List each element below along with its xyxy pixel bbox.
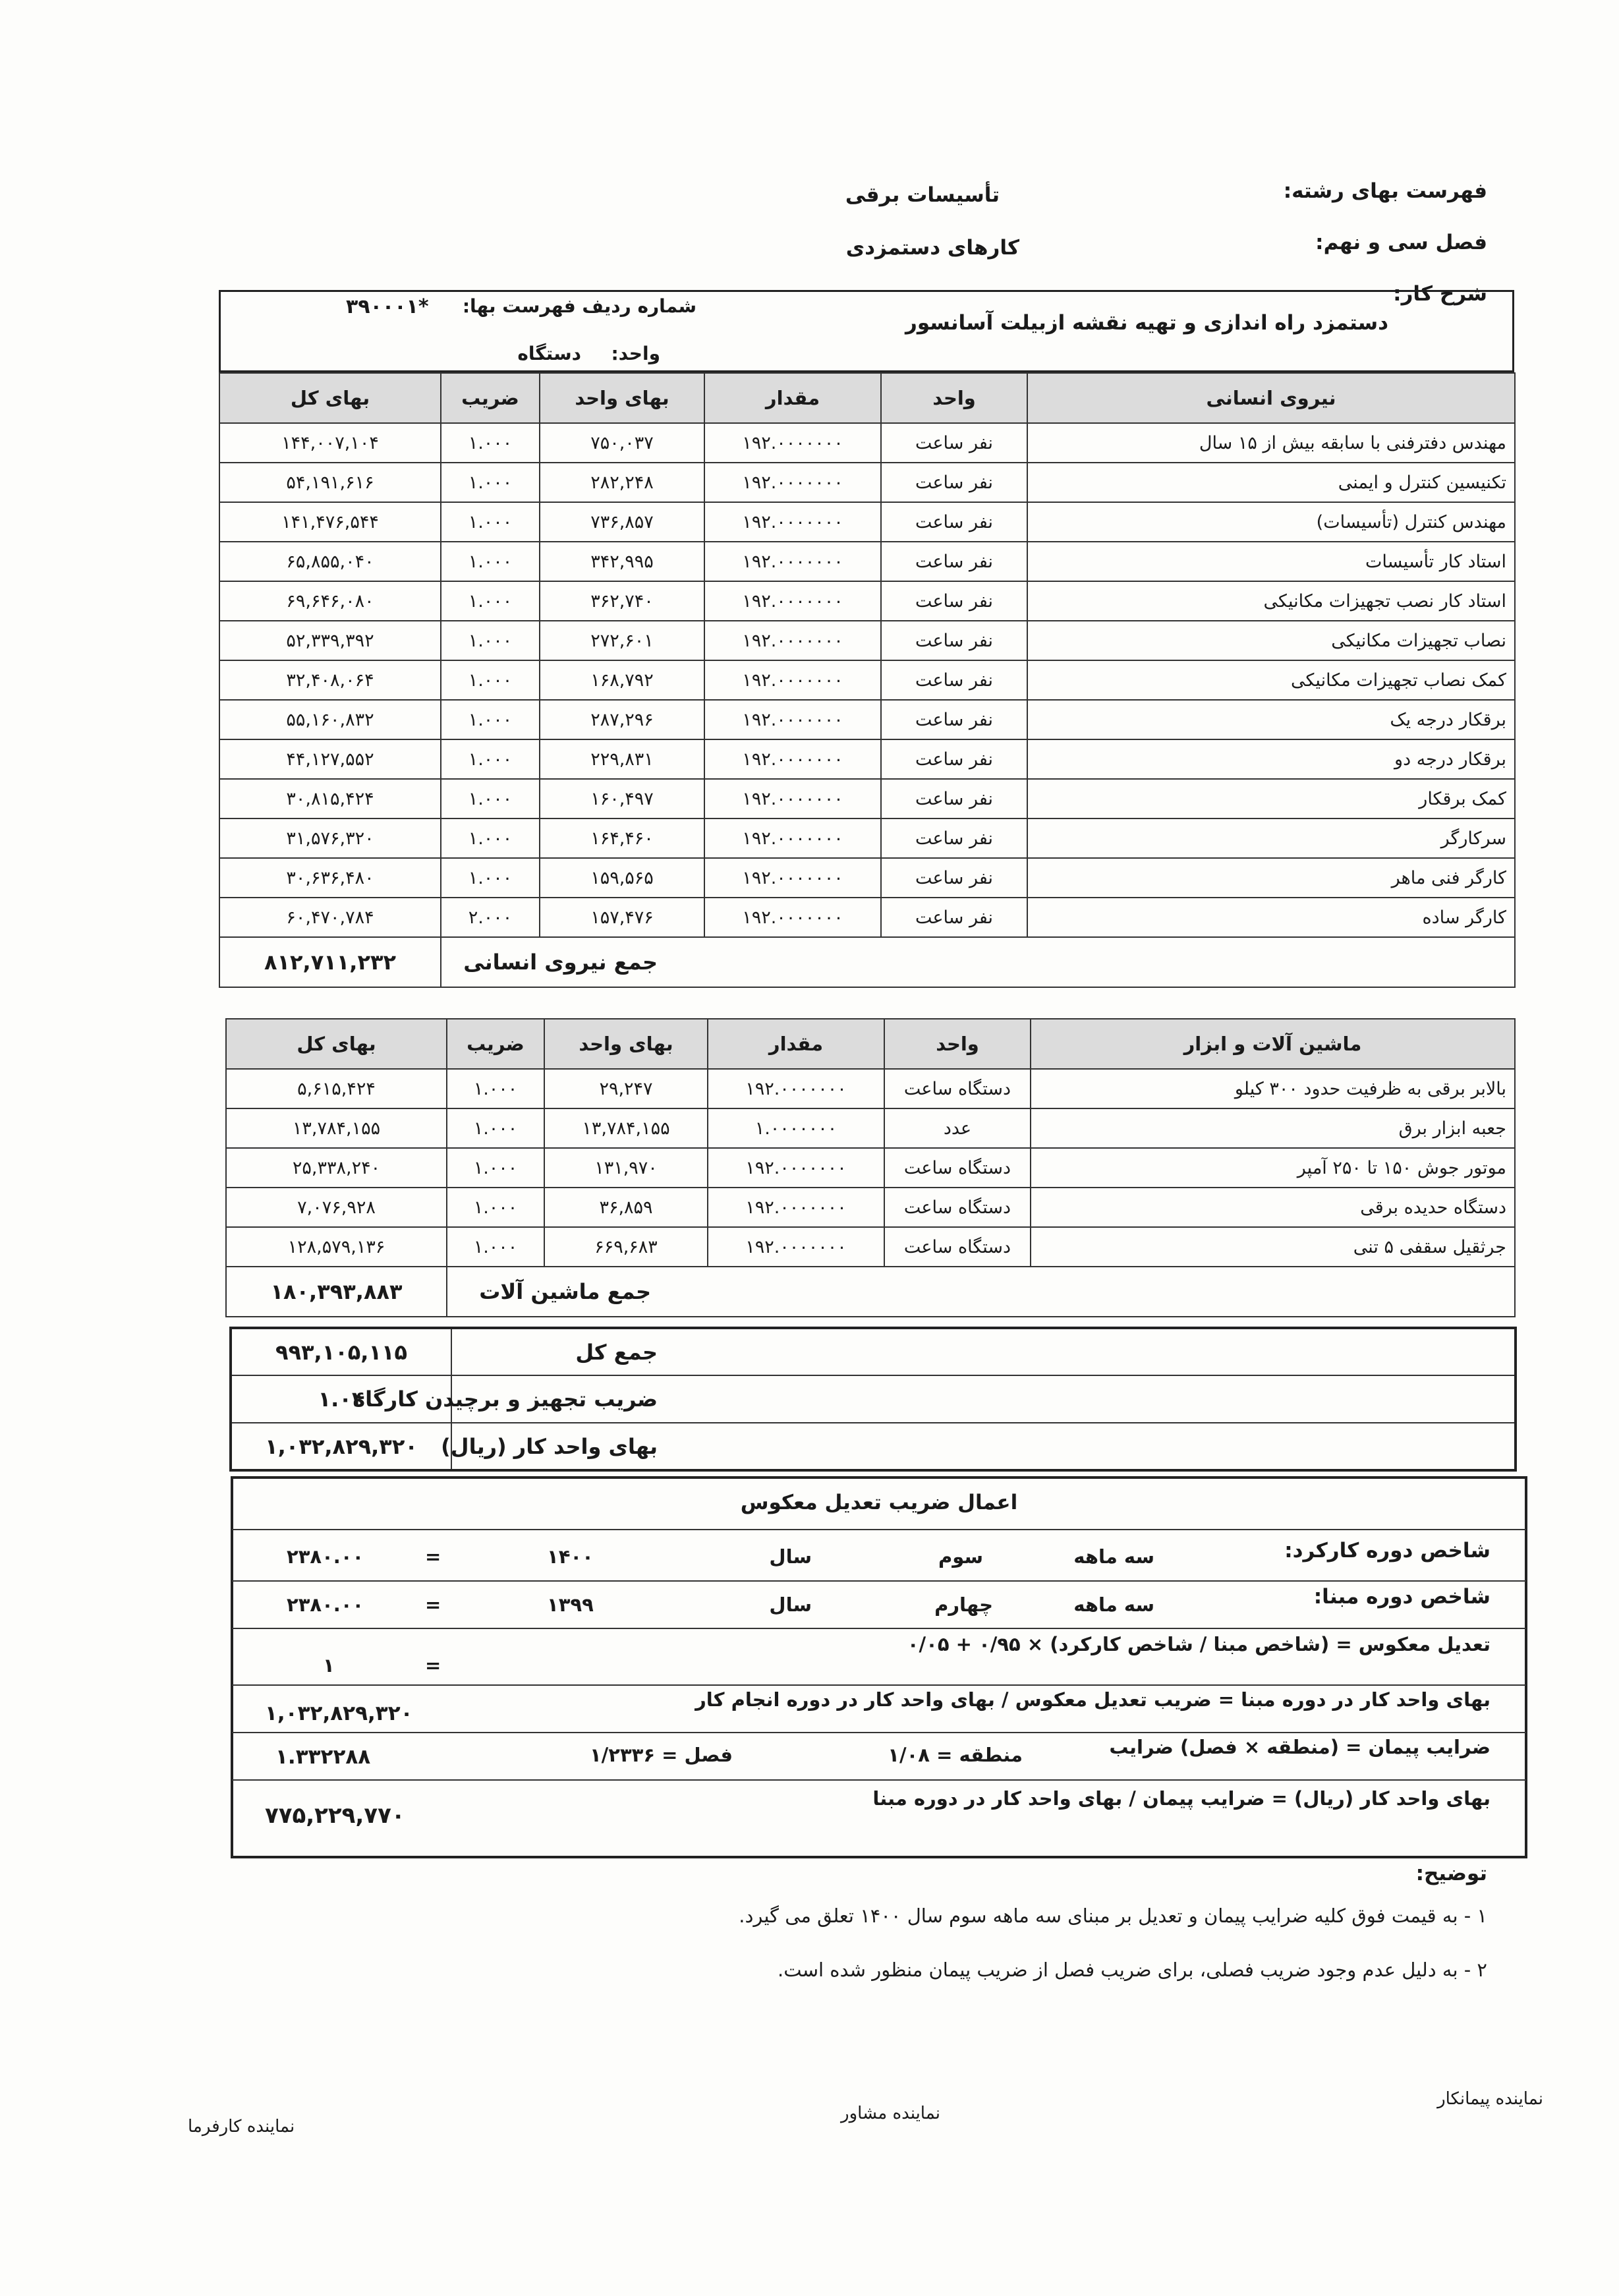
col-unit: واحد (881, 373, 1027, 423)
item-unit: نفر ساعت (881, 779, 1027, 818)
col-qty: مقدار (708, 1019, 884, 1069)
item-total: ۵,۶۱۵,۴۲۴ (226, 1069, 447, 1108)
item-total: ۶۹,۶۴۶,۰۸۰ (219, 581, 441, 621)
col-total: بهای کل (219, 373, 441, 423)
divider (232, 1580, 1526, 1582)
desc-value: دستمزد راه اندازی و تهیه نقشه ازبیلت آسانسور (905, 311, 1388, 335)
table-row (226, 1227, 1515, 1267)
item-unit: نفر ساعت (881, 700, 1027, 739)
item-price: ۷۳۶,۸۵۷ (540, 502, 704, 542)
col-qty: مقدار (704, 373, 881, 423)
table-row (219, 621, 1515, 660)
item-coef: ۱.۰۰۰ (441, 463, 540, 502)
item-name: برقکار درجه یک (1027, 700, 1515, 739)
machines-header-row (226, 1019, 1515, 1069)
item-coef: ۱.۰۰۰ (447, 1188, 544, 1227)
item-qty: ۱۹۲.۰۰۰۰۰۰۰ (704, 423, 881, 463)
divider (232, 1779, 1526, 1781)
table-row (219, 581, 1515, 621)
item-qty: ۱۹۲.۰۰۰۰۰۰۰ (704, 581, 881, 621)
adjustment-title: اعمال ضریب تعدیل معکوس (740, 1491, 1018, 1514)
notes-title: توضیح: (1415, 1862, 1487, 1885)
item-name: موتور جوش ۱۵۰ تا ۲۵۰ آمپر (1031, 1148, 1515, 1188)
item-total: ۱۳,۷۸۴,۱۵۵ (226, 1108, 447, 1148)
machines-sum-value: ۱۸۰,۳۹۳,۸۸۳ (226, 1267, 447, 1317)
table-row (226, 1108, 1515, 1148)
formula-value: ۱ (323, 1654, 335, 1677)
item-qty: ۱۹۲.۰۰۰۰۰۰۰ (704, 739, 881, 779)
item-unit: دستگاه ساعت (884, 1227, 1031, 1267)
final-value: ۷۷۵,۲۲۹,۷۷۰ (265, 1802, 405, 1829)
item-coef: ۱.۰۰۰ (441, 502, 540, 542)
item-qty: ۱۹۲.۰۰۰۰۰۰۰ (704, 700, 881, 739)
base-price-label: بهای واحد کار در دوره مبنا = ضریب تعدیل معکوس / بهای واحد کار در دوره انجام کار (695, 1688, 1491, 1711)
item-total: ۳۲,۴۰۸,۰۶۴ (219, 660, 441, 700)
item-price: ۲۸۷,۲۹۶ (540, 700, 704, 739)
item-coef: ۱.۰۰۰ (447, 1108, 544, 1148)
item-total: ۶۵,۸۵۵,۰۴۰ (219, 542, 441, 581)
col-unit: واحد (884, 1019, 1031, 1069)
labor-sum-value: ۸۱۲,۷۱۱,۲۳۲ (219, 937, 441, 987)
item-total: ۳۱,۵۷۶,۳۲۰ (219, 818, 441, 858)
work-season: سوم (938, 1545, 983, 1568)
item-coef: ۱.۰۰۰ (441, 858, 540, 898)
base-season: چهارم (934, 1593, 993, 1616)
col-price: بهای واحد (540, 373, 704, 423)
col-labor: نیروی انسانی (1027, 373, 1515, 423)
item-coef: ۱.۰۰۰ (447, 1069, 544, 1108)
item-name: کارگر ساده (1027, 898, 1515, 937)
divider (232, 1628, 1526, 1629)
item-total: ۵۲,۳۳۹,۳۹۲ (219, 621, 441, 660)
chapter-value: کارهای دستمزدی (845, 236, 1019, 260)
item-qty: ۱۹۲.۰۰۰۰۰۰۰ (704, 818, 881, 858)
base-index-label: شاخص دوره مبنا: (1313, 1585, 1491, 1609)
item-price: ۱۳۱,۹۷۰ (544, 1148, 708, 1188)
item-total: ۳۰,۸۱۵,۴۲۴ (219, 779, 441, 818)
col-coef: ضریب (441, 373, 540, 423)
item-coef: ۱.۰۰۰ (441, 779, 540, 818)
region-coef: منطقه = ۱/۰۸ (888, 1744, 1023, 1766)
item-price: ۳۶۲,۷۴۰ (540, 581, 704, 621)
table-row (219, 858, 1515, 898)
item-qty: ۱۹۲.۰۰۰۰۰۰۰ (704, 463, 881, 502)
item-coef: ۱.۰۰۰ (441, 621, 540, 660)
col-coef: ضریب (447, 1019, 544, 1069)
item-name: کمک برقکار (1027, 779, 1515, 818)
item-total: ۲۵,۳۳۸,۲۴۰ (226, 1148, 447, 1188)
contract-label: ضرایب پیمان = (منطقه × فصل) ضرایب (1109, 1736, 1491, 1758)
item-unit: عدد (884, 1108, 1031, 1148)
item-total: ۳۰,۶۳۶,۴۸۰ (219, 858, 441, 898)
table-row (219, 463, 1515, 502)
item-unit: نفر ساعت (881, 739, 1027, 779)
item-price: ۲۷۲,۶۰۱ (540, 621, 704, 660)
grand-total-value: ۹۹۳,۱۰۵,۱۱۵ (231, 1328, 451, 1375)
work-year-label: سال (769, 1545, 812, 1568)
item-price: ۶۶۹,۶۸۳ (544, 1227, 708, 1267)
item-coef: ۱.۰۰۰ (441, 818, 540, 858)
contract-value: ۱.۳۳۲۲۸۸ (275, 1745, 371, 1769)
item-total: ۱۴۱,۴۷۶,۵۴۴ (219, 502, 441, 542)
employer-signature: نماینده کارفرما (188, 2117, 295, 2137)
item-price: ۳۴۲,۹۹۵ (540, 542, 704, 581)
formula-eq: = (425, 1654, 441, 1677)
item-unit: دستگاه ساعت (884, 1188, 1031, 1227)
item-price: ۱۶۸,۷۹۲ (540, 660, 704, 700)
item-total: ۴۴,۱۲۷,۵۵۲ (219, 739, 441, 779)
item-name: جرثقیل سقفی ۵ تنی (1031, 1227, 1515, 1267)
item-coef: ۱.۰۰۰ (441, 542, 540, 581)
item-price: ۱۵۷,۴۷۶ (540, 898, 704, 937)
base-price-value: ۱,۰۳۲,۸۲۹,۳۲۰ (265, 1702, 413, 1725)
item-coef: ۱.۰۰۰ (441, 660, 540, 700)
season-coef: فصل = ۱/۲۳۳۶ (589, 1744, 733, 1766)
table-row (219, 423, 1515, 463)
col-machines: ماشین آلات و ابزار (1031, 1019, 1515, 1069)
item-price: ۳۶,۸۵۹ (544, 1188, 708, 1227)
totals-table (229, 1327, 1517, 1472)
item-name: نصاب تجهیزات مکانیکی (1027, 621, 1515, 660)
total-row (231, 1375, 1516, 1423)
table-row (219, 898, 1515, 937)
desc-label: شرح کار: (1393, 282, 1487, 306)
chapter-label: فصل سی و نهم: (1315, 231, 1487, 254)
table-row (219, 818, 1515, 858)
item-qty: ۱۹۲.۰۰۰۰۰۰۰ (704, 660, 881, 700)
table-row (219, 542, 1515, 581)
total-row (231, 1423, 1516, 1470)
list-value: تأسیسات برقی (845, 183, 1000, 207)
work-eq: = (425, 1545, 441, 1568)
base-year: ۱۳۹۹ (547, 1593, 594, 1616)
item-unit: نفر ساعت (881, 423, 1027, 463)
item-price: ۱۵۹,۵۶۵ (540, 858, 704, 898)
item-coef: ۱.۰۰۰ (447, 1227, 544, 1267)
site-coef-value: ۱.۰۴ (231, 1375, 451, 1423)
work-value: ۲۳۸۰.۰۰ (287, 1545, 364, 1568)
note-item: ۲ - به دلیل عدم وجود ضریب فصلی، برای ضریب فصل از ضریب پیمان منظور شده است. (778, 1959, 1487, 1981)
item-price: ۲۹,۲۴۷ (544, 1069, 708, 1108)
unit-value: دستگاه (517, 343, 581, 364)
divider (232, 1684, 1526, 1686)
item-name: بالابر برقی به ظرفیت حدود ۳۰۰ کیلو (1031, 1069, 1515, 1108)
row-no-value: *۳۹۰۰۰۱ (346, 295, 429, 318)
table-row (219, 660, 1515, 700)
list-label: فهرست بهای رشته: (1283, 179, 1487, 203)
table-row (219, 502, 1515, 542)
item-price: ۱۳,۷۸۴,۱۵۵ (544, 1108, 708, 1148)
table-row (226, 1069, 1515, 1108)
item-name: سرکارگر (1027, 818, 1515, 858)
base-year-label: سال (769, 1593, 812, 1616)
work-year: ۱۴۰۰ (547, 1545, 594, 1568)
item-total: ۶۰,۴۷۰,۷۸۴ (219, 898, 441, 937)
consultant-signature: نماینده مشاور (841, 2104, 940, 2123)
item-qty: ۱۹۲.۰۰۰۰۰۰۰ (704, 502, 881, 542)
item-qty: ۱۹۲.۰۰۰۰۰۰۰ (708, 1188, 884, 1227)
item-qty: ۱۹۲.۰۰۰۰۰۰۰ (704, 858, 881, 898)
item-name: مهندس کنترل (تأسیسات) (1027, 502, 1515, 542)
machines-sum-label: جمع ماشین آلات (447, 1267, 1515, 1317)
item-unit: نفر ساعت (881, 463, 1027, 502)
divider (232, 1732, 1526, 1733)
item-price: ۷۵۰,۰۳۷ (540, 423, 704, 463)
item-name: برقکار درجه دو (1027, 739, 1515, 779)
item-name: دستگاه حدیده برقی (1031, 1188, 1515, 1227)
base-quarter: سه ماهه (1073, 1593, 1154, 1616)
item-price: ۲۲۹,۸۳۱ (540, 739, 704, 779)
contractor-signature: نماینده پیمانکار (1437, 2089, 1543, 2109)
item-price: ۱۶۴,۴۶۰ (540, 818, 704, 858)
item-coef: ۱.۰۰۰ (441, 700, 540, 739)
item-coef: ۱.۰۰۰ (441, 581, 540, 621)
item-unit: نفر ساعت (881, 660, 1027, 700)
item-unit: نفر ساعت (881, 898, 1027, 937)
item-unit: نفر ساعت (881, 621, 1027, 660)
note-item: ۱ - به قیمت فوق کلیه ضرایب پیمان و تعدیل بر مبنای سه ماهه سوم سال ۱۴۰۰ تعلق می گیرد. (739, 1905, 1487, 1927)
item-total: ۱۴۴,۰۰۷,۱۰۴ (219, 423, 441, 463)
site-coef-label: ضریب تجهیز و برچیدن کارگاه (451, 1375, 1516, 1423)
item-coef: ۱.۰۰۰ (441, 423, 540, 463)
work-quarter: سه ماهه (1073, 1545, 1154, 1568)
total-row (231, 1328, 1516, 1375)
item-name: جعبه ابزار برق (1031, 1108, 1515, 1148)
item-price: ۲۸۲,۲۴۸ (540, 463, 704, 502)
item-total: ۵۴,۱۹۱,۶۱۶ (219, 463, 441, 502)
item-total: ۱۲۸,۵۷۹,۱۳۶ (226, 1227, 447, 1267)
item-qty: ۱۹۲.۰۰۰۰۰۰۰ (708, 1227, 884, 1267)
item-qty: ۱۹۲.۰۰۰۰۰۰۰ (704, 898, 881, 937)
item-name: کمک نصاب تجهیزات مکانیکی (1027, 660, 1515, 700)
item-coef: ۱.۰۰۰ (441, 739, 540, 779)
item-unit: دستگاه ساعت (884, 1069, 1031, 1108)
work-index-label: شاخص دوره کارکرد: (1284, 1539, 1491, 1563)
labor-table (219, 372, 1516, 988)
unit-price-label: بهای واحد کار (ریال) (451, 1423, 1516, 1470)
row-no-label: شماره ردیف فهرست بها: (462, 295, 696, 317)
machines-table (225, 1018, 1516, 1317)
item-name: مهندس دفترفنی با سابقه بیش از ۱۵ سال (1027, 423, 1515, 463)
table-row (226, 1188, 1515, 1227)
table-row (219, 700, 1515, 739)
labor-header-row (219, 373, 1515, 423)
table-row (219, 739, 1515, 779)
item-coef: ۱.۰۰۰ (447, 1148, 544, 1188)
item-coef: ۲.۰۰۰ (441, 898, 540, 937)
item-qty: ۱۹۲.۰۰۰۰۰۰۰ (704, 779, 881, 818)
machines-sum-row (226, 1267, 1515, 1317)
item-unit: نفر ساعت (881, 502, 1027, 542)
item-qty: ۱۹۲.۰۰۰۰۰۰۰ (704, 542, 881, 581)
item-total: ۵۵,۱۶۰,۸۳۲ (219, 700, 441, 739)
final-label: بهای واحد کار (ریال) = ضرایب پیمان / بهای واحد کار در دوره مبنا (872, 1787, 1491, 1810)
base-value: ۲۳۸۰.۰۰ (287, 1593, 364, 1616)
item-price: ۱۶۰,۴۹۷ (540, 779, 704, 818)
item-total: ۷,۰۷۶,۹۲۸ (226, 1188, 447, 1227)
item-unit: نفر ساعت (881, 542, 1027, 581)
item-unit: نفر ساعت (881, 858, 1027, 898)
item-name: استاد کار تأسیسات (1027, 542, 1515, 581)
table-row (219, 779, 1515, 818)
item-name: تکنیسین کنترل و ایمنی (1027, 463, 1515, 502)
item-qty: ۱۹۲.۰۰۰۰۰۰۰ (704, 621, 881, 660)
base-eq: = (425, 1593, 441, 1616)
unit-label: واحد: (611, 343, 660, 364)
divider (232, 1529, 1526, 1530)
formula-text: تعدیل معکوس = (شاخص مبنا / شاخص کارکرد) × ۰/۹۵ + ۰/۰۵ (907, 1633, 1491, 1655)
labor-sum-row (219, 937, 1515, 987)
unit-price-value: ۱,۰۳۲,۸۲۹,۳۲۰ (231, 1423, 451, 1470)
item-name: کارگر فنی ماهر (1027, 858, 1515, 898)
col-total: بهای کل (226, 1019, 447, 1069)
grand-total-label: جمع کل (451, 1328, 1516, 1375)
item-unit: نفر ساعت (881, 818, 1027, 858)
item-unit: دستگاه ساعت (884, 1148, 1031, 1188)
item-name: استاد کار نصب تجهیزات مکانیکی (1027, 581, 1515, 621)
table-row (226, 1148, 1515, 1188)
labor-sum-label: جمع نیروی انسانی (441, 937, 1515, 987)
col-price: بهای واحد (544, 1019, 708, 1069)
item-unit: نفر ساعت (881, 581, 1027, 621)
item-qty: ۱۹۲.۰۰۰۰۰۰۰ (708, 1069, 884, 1108)
item-qty: ۱۹۲.۰۰۰۰۰۰۰ (708, 1148, 884, 1188)
item-qty: ۱.۰۰۰۰۰۰۰ (708, 1108, 884, 1148)
